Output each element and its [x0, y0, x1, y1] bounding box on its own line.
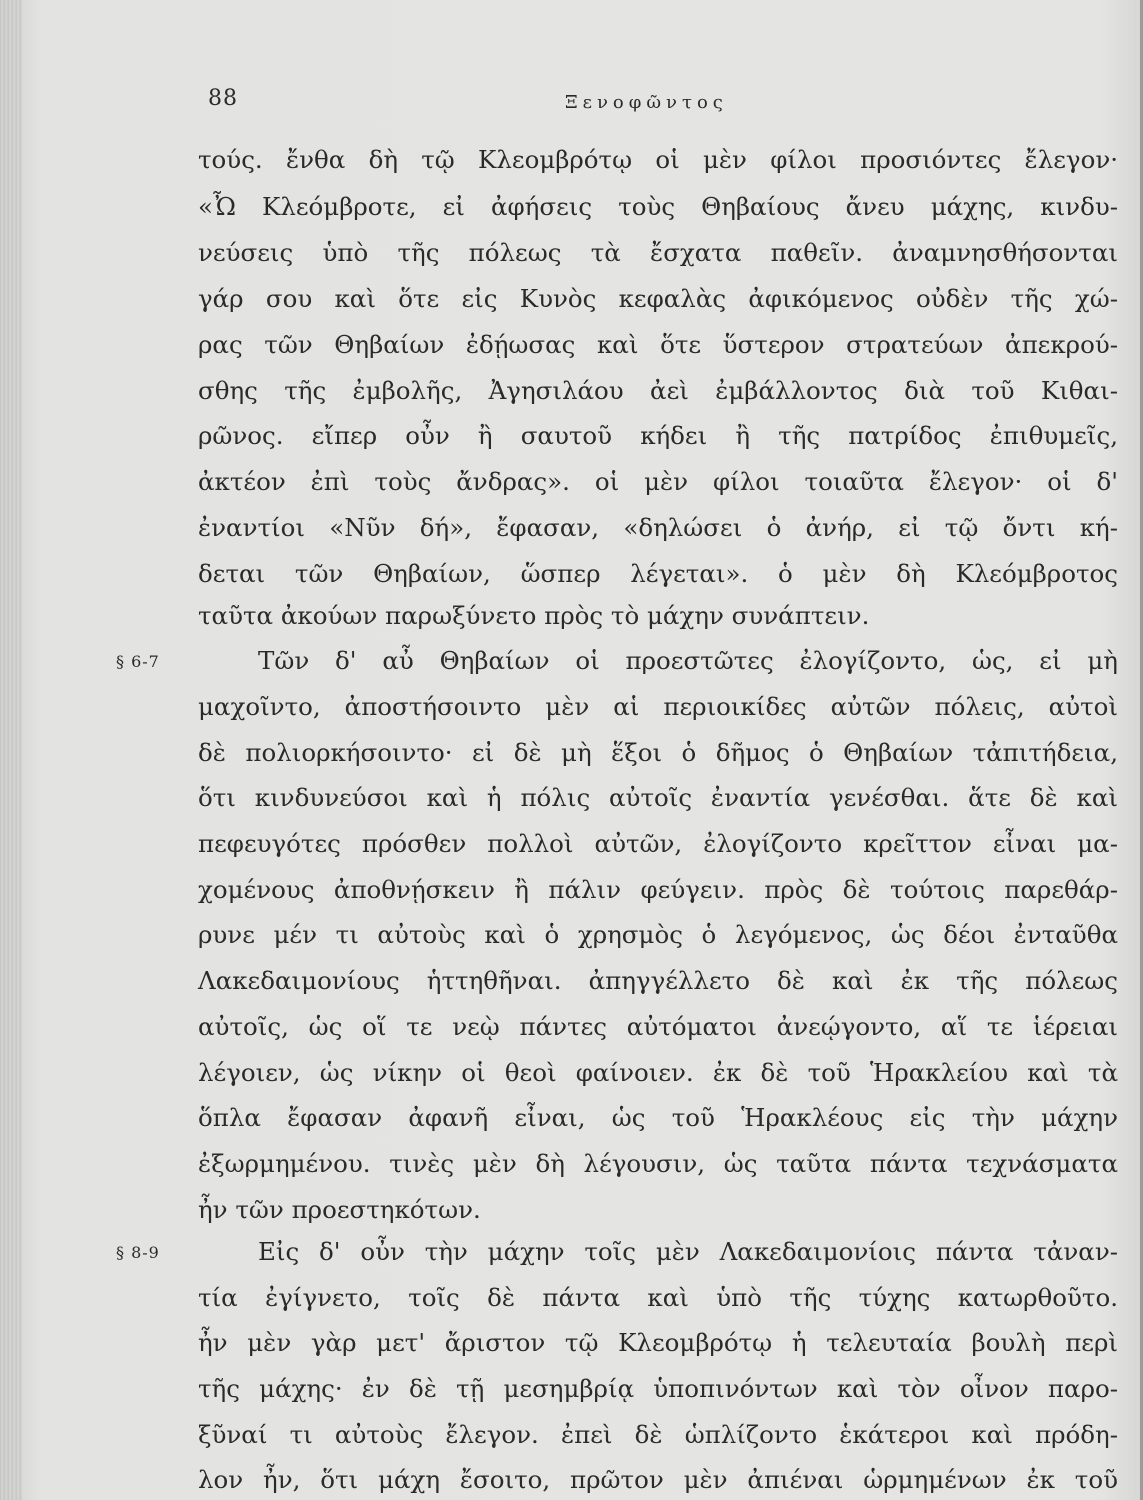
text-line: ξῦναί τι αὐτοὺς ἔλεγον. ἐπεὶ δὲ ὡπλίζοντο ἑκάτεροι καὶ πρόδη-	[198, 1420, 1118, 1449]
text-line: ὅπλα ἔφασαν ἀφανῆ εἶναι, ὡς τοῦ Ἡρακλέους εἰς τὴν μάχην	[198, 1103, 1118, 1132]
text-line: μαχοῖντο, ἀποστήσοιντο μὲν αἱ περιοικίδες αὐτῶν πόλεις, αὐτοὶ	[198, 692, 1118, 721]
text-line: «Ὦ Κλεόμβροτε, εἰ ἀφήσεις τοὺς Θηβαίους ἄνευ μάχης, κινδυ-	[198, 192, 1118, 221]
text-line: ἐξωρμημένου. τινὲς μὲν δὴ λέγουσιν, ὡς ταῦτα πάντα τεχνάσματα	[198, 1149, 1118, 1178]
section-marker: § 6-7	[116, 652, 160, 671]
text-line: ὅτι κινδυνεύσοι καὶ ἡ πόλις αὐτοῖς ἐναντία γενέσθαι. ἅτε δὲ καὶ	[198, 783, 1118, 812]
text-line: ταῦτα ἀκούων παρωξύνετο πρὸς τὸ μάχην συνάπτειν.	[198, 601, 870, 630]
text-line: δὲ πολιορκήσοιντο· εἰ δὲ μὴ ἕξοι ὁ δῆμος ὁ Θηβαίων τἀπιτήδεια,	[198, 738, 1118, 767]
text-line: ἀκτέον ἐπὶ τοὺς ἄνδρας». οἱ μὲν φίλοι τοιαῦτα ἔλεγον· οἱ δ'	[198, 467, 1118, 496]
text-line: αὐτοῖς, ὡς οἵ τε νεῲ πάντες αὐτόματοι ἀνεῴγοντο, αἵ τε ἱέρειαι	[198, 1012, 1118, 1041]
text-line: ἐναντίοι «Νῦν δή», ἔφασαν, «δηλώσει ὁ ἀνήρ, εἰ τῷ ὄντι κή-	[198, 513, 1118, 542]
text-line: τία ἐγίγνετο, τοῖς δὲ πάντα καὶ ὑπὸ τῆς τύχης κατωρθοῦτο.	[198, 1283, 1118, 1312]
text-line: τῆς μάχης· ἐν δὲ τῇ μεσημβρίᾳ ὑποπινόντων καὶ τὸν οἶνον παρο-	[198, 1374, 1118, 1403]
text-line: χομένους ἀποθνῄσκειν ἢ πάλιν φεύγειν. πρὸς δὲ τούτοις παρεθάρ-	[198, 875, 1118, 904]
text-line: ρυνε μέν τι αὐτοὺς καὶ ὁ χρησμὸς ὁ λεγόμενος, ὡς δέοι ἐνταῦθα	[198, 920, 1118, 949]
page-number: 88	[208, 86, 238, 111]
text-line: λον ἦν, ὅτι μάχη ἔσοιτο, πρῶτον μὲν ἀπιέναι ὡρμημένων ἐκ τοῦ	[198, 1465, 1118, 1494]
text-line: νεύσεις ὑπὸ τῆς πόλεως τὰ ἔσχατα παθεῖν. ἀναμνησθήσονται	[198, 238, 1118, 267]
section-marker: § 8-9	[116, 1243, 160, 1262]
page-header	[0, 86, 1143, 126]
paragraph-start-line: Εἰς δ' οὖν τὴν μάχην τοῖς μὲν Λακεδαιμονίοις πάντα τἀναν-	[258, 1237, 1118, 1266]
text-line: τούς. ἔνθα δὴ τῷ Κλεομβρότῳ οἱ μὲν φίλοι προσιόντες ἔλεγον·	[198, 145, 1118, 174]
text-line: γάρ σου καὶ ὅτε εἰς Κυνὸς κεφαλὰς ἀφικόμενος οὐδὲν τῆς χώ-	[198, 284, 1118, 313]
text-line: πεφευγότες πρόσθεν πολλοὶ αὐτῶν, ἐλογίζοντο κρεῖττον εἶναι μα-	[198, 829, 1118, 858]
text-line: ρῶνος. εἴπερ οὖν ἢ σαυτοῦ κήδει ἢ τῆς πατρίδος ἐπιθυμεῖς,	[198, 421, 1118, 450]
text-line: ἦν μὲν γὰρ μετ' ἄριστον τῷ Κλεομβρότῳ ἡ τελευταία βουλὴ περὶ	[198, 1328, 1118, 1357]
text-line: λέγοιεν, ὡς νίκην οἱ θεοὶ φαίνοιεν. ἐκ δὲ τοῦ Ἡρακλείου καὶ τὰ	[198, 1058, 1118, 1087]
running-title: Ξενοφῶντος	[565, 92, 728, 113]
text-line: δεται τῶν Θηβαίων, ὥσπερ λέγεται». ὁ μὲν δὴ Κλεόμβροτος	[198, 559, 1118, 588]
paragraph-start-line: Τῶν δ' αὖ Θηβαίων οἱ προεστῶτες ἐλογίζοντο, ὡς, εἰ μὴ	[258, 646, 1118, 675]
text-line: Λακεδαιμονίους ἡττηθῆναι. ἀπηγγέλλετο δὲ καὶ ἐκ τῆς πόλεως	[198, 966, 1118, 995]
text-line: σθης τῆς ἐμβολῆς, Ἀγησιλάου ἀεὶ ἐμβάλλοντος διὰ τοῦ Κιθαι-	[198, 376, 1118, 405]
text-line: ρας τῶν Θηβαίων ἐδῄωσας καὶ ὅτε ὕστερον στρατεύων ἀπεκρού-	[198, 330, 1118, 359]
text-line: ἦν τῶν προεστηκότων.	[198, 1195, 481, 1224]
page-binding-edge	[0, 0, 22, 1500]
